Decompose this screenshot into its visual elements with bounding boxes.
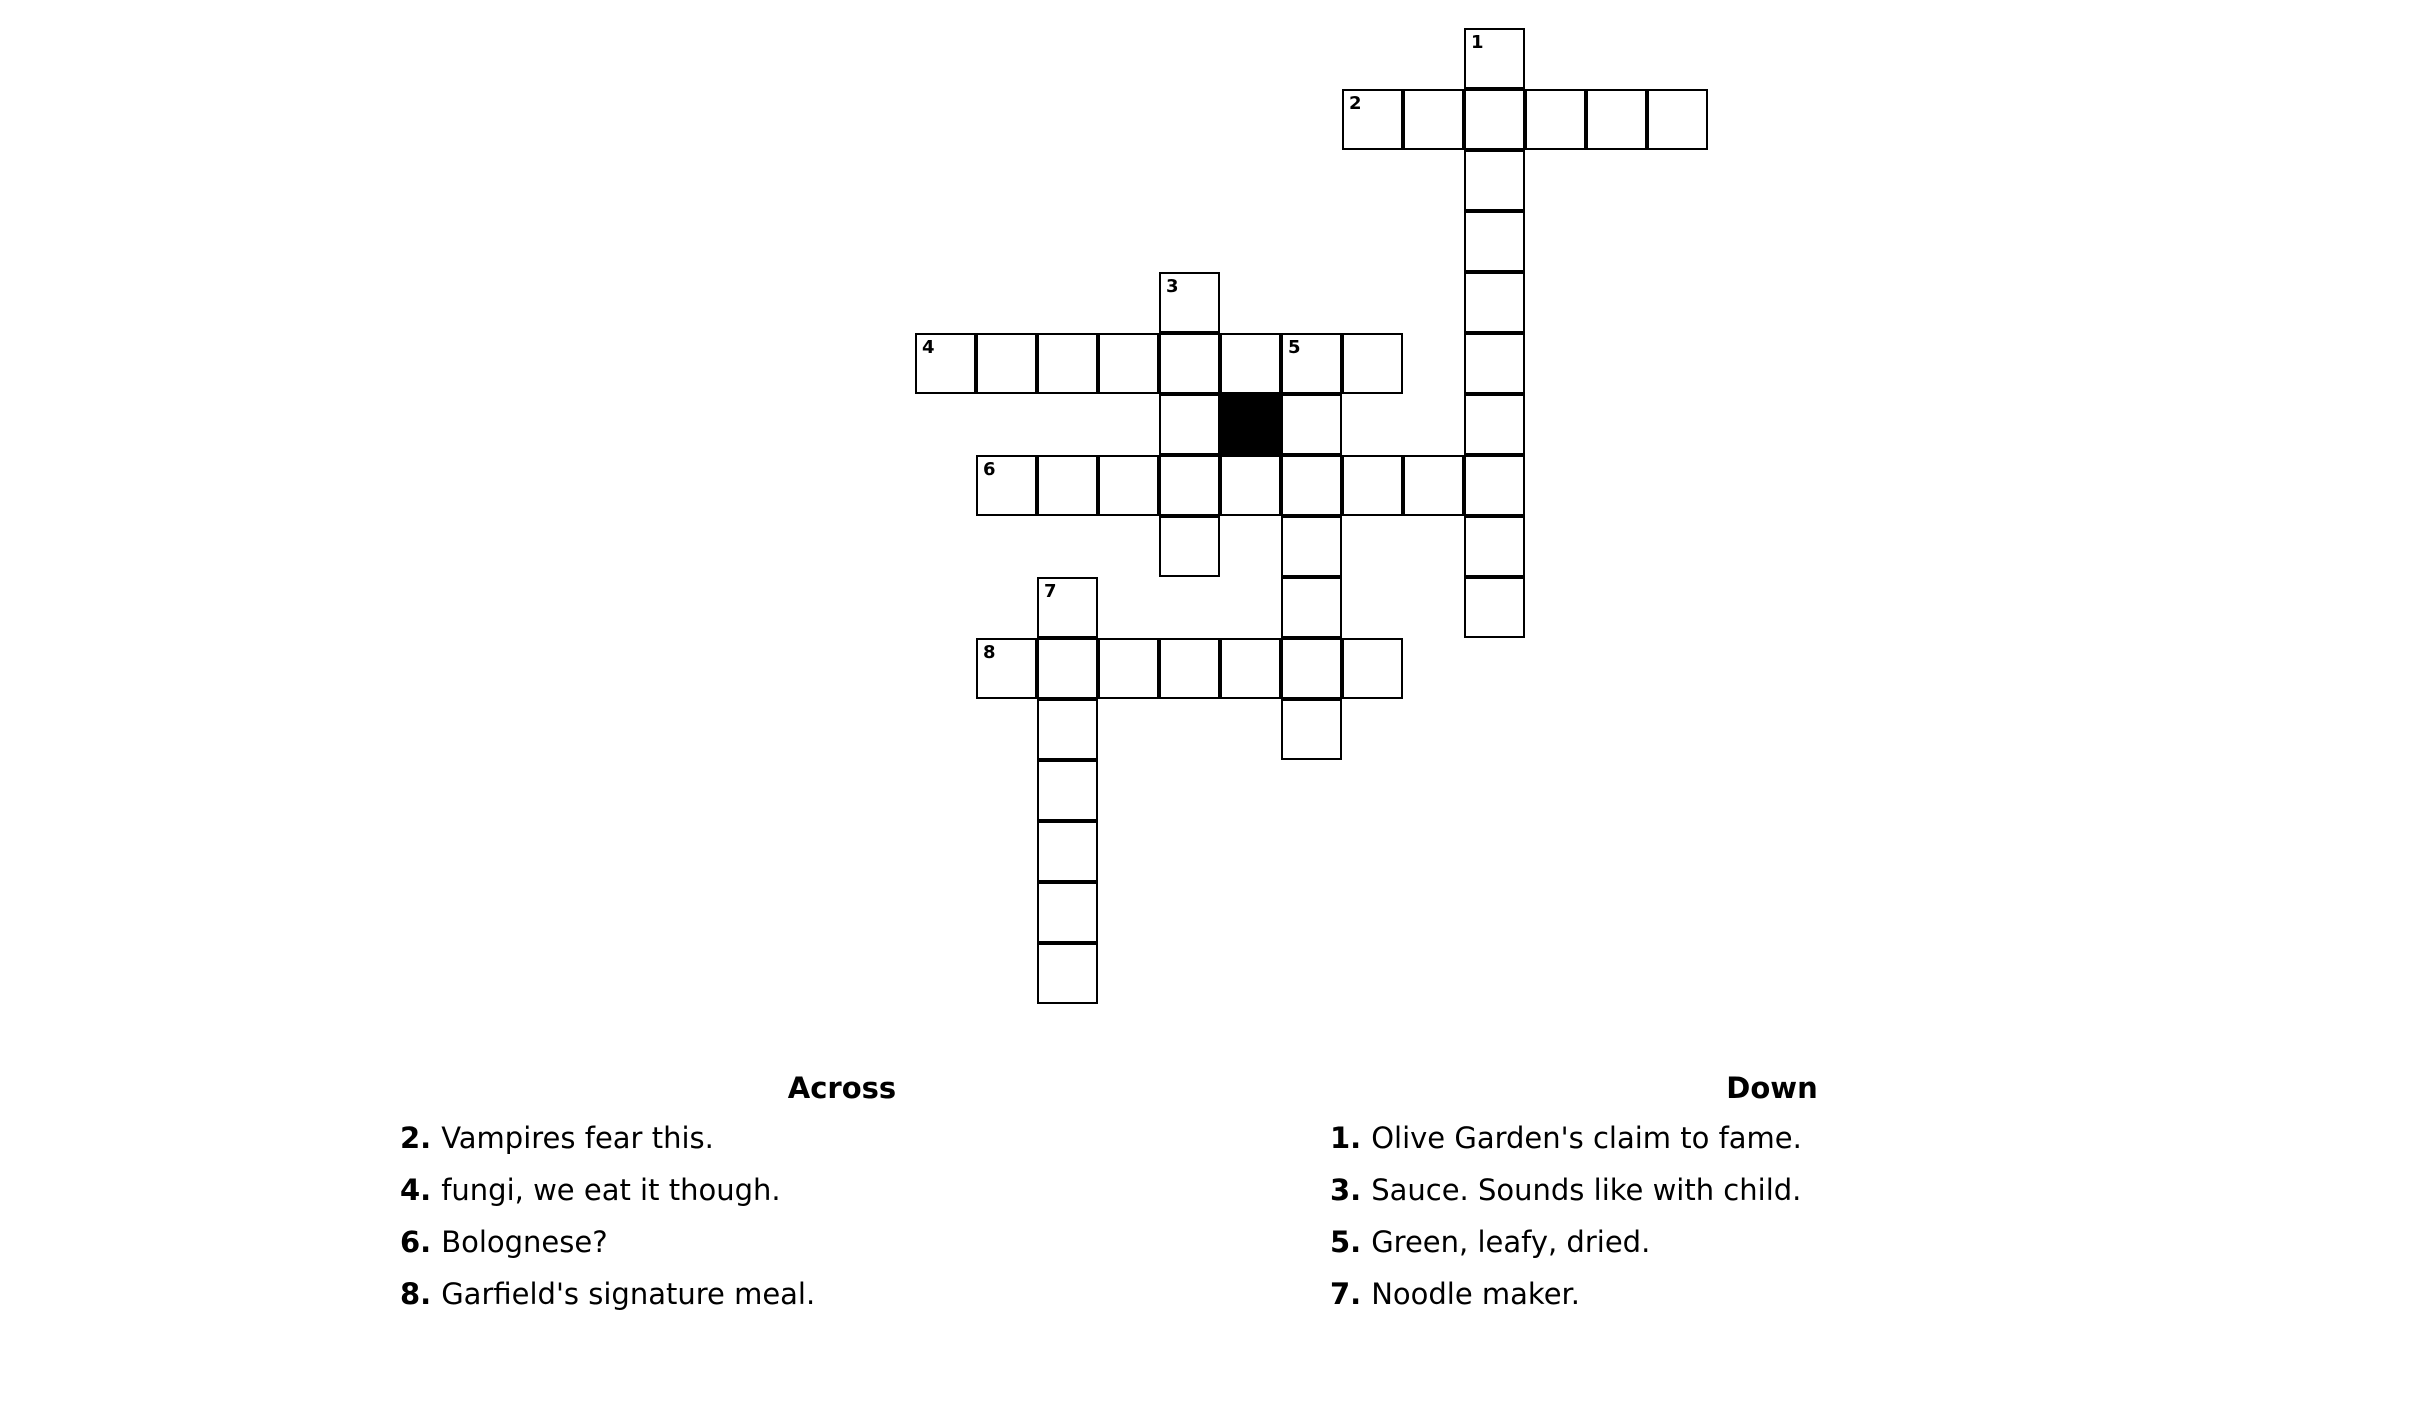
grid-cell[interactable] [976, 333, 1037, 394]
clue-text: Sauce. Sounds like with child. [1371, 1173, 1802, 1207]
grid-cell[interactable] [1342, 89, 1403, 150]
across-clue-4[interactable] [400, 1164, 1280, 1216]
down-clue-3[interactable] [1330, 1164, 2210, 1216]
cell-number: 2 [1349, 93, 1362, 114]
clue-text: Bolognese? [441, 1225, 608, 1259]
grid-cell[interactable] [1281, 455, 1342, 516]
clue-number: 7. [1330, 1277, 1362, 1311]
grid-cell[interactable] [1281, 333, 1342, 394]
clue-number: 8. [400, 1277, 432, 1311]
clue-number: 3. [1330, 1173, 1362, 1207]
grid-cell[interactable] [1098, 333, 1159, 394]
cell-number: 6 [983, 459, 996, 480]
grid-cell[interactable] [1281, 577, 1342, 638]
across-clue-6[interactable] [400, 1216, 1280, 1268]
cell-number: 4 [922, 337, 935, 358]
grid-cell[interactable] [1220, 333, 1281, 394]
grid-cell[interactable] [1037, 333, 1098, 394]
grid-cell[interactable] [1464, 333, 1525, 394]
cell-number: 5 [1288, 337, 1301, 358]
across-clue-list [400, 1112, 1280, 1320]
cell-number: 7 [1044, 581, 1057, 602]
grid-cell[interactable] [1464, 28, 1525, 89]
grid-cell[interactable] [1464, 272, 1525, 333]
grid-cell[interactable] [1281, 516, 1342, 577]
grid-cell[interactable] [1037, 638, 1098, 699]
clue-text: Green, leafy, dried. [1371, 1225, 1651, 1259]
grid-cell[interactable] [1342, 638, 1403, 699]
grid-cell[interactable] [1281, 638, 1342, 699]
clue-number: 6. [400, 1225, 432, 1259]
grid-cell[interactable] [1159, 394, 1220, 455]
down-clue-list [1330, 1112, 2210, 1320]
grid-cell[interactable] [1281, 699, 1342, 760]
grid-cell[interactable] [1403, 455, 1464, 516]
grid-cell[interactable] [1037, 882, 1098, 943]
down-heading: Down [1726, 1071, 1818, 1105]
grid-cell[interactable] [976, 455, 1037, 516]
grid-cell[interactable] [1281, 394, 1342, 455]
grid-cell[interactable] [1464, 211, 1525, 272]
grid-cell[interactable] [1525, 89, 1586, 150]
grid-cell[interactable] [976, 638, 1037, 699]
grid-cell[interactable] [1403, 89, 1464, 150]
clue-text: fungi, we eat it though. [441, 1173, 781, 1207]
grid-cell[interactable] [1037, 943, 1098, 1004]
grid-cell[interactable] [1464, 455, 1525, 516]
grid-cell[interactable] [1342, 455, 1403, 516]
grid-cell[interactable] [1159, 272, 1220, 333]
grid-cell[interactable] [1464, 150, 1525, 211]
clue-number: 4. [400, 1173, 432, 1207]
down-clue-7[interactable] [1330, 1268, 2210, 1320]
clue-text: Noodle maker. [1371, 1277, 1581, 1311]
grid-cell[interactable] [1220, 455, 1281, 516]
grid-cell[interactable] [1159, 333, 1220, 394]
across-clue-8[interactable] [400, 1268, 1280, 1320]
grid-cell[interactable] [1647, 89, 1708, 150]
grid-cell[interactable] [1159, 516, 1220, 577]
black-square [1220, 394, 1281, 455]
cell-number: 8 [983, 642, 996, 663]
down-clue-5[interactable] [1330, 1216, 2210, 1268]
cell-number: 3 [1166, 276, 1179, 297]
grid-cell[interactable] [1159, 455, 1220, 516]
grid-cell[interactable] [1586, 89, 1647, 150]
grid-cell[interactable] [1159, 638, 1220, 699]
grid-cell[interactable] [1464, 577, 1525, 638]
clue-text: Vampires fear this. [441, 1121, 714, 1155]
across-heading: Across [787, 1071, 897, 1105]
grid-cell[interactable] [1037, 760, 1098, 821]
cell-number: 1 [1471, 32, 1484, 53]
grid-cell[interactable] [1037, 455, 1098, 516]
grid-cell[interactable] [1464, 516, 1525, 577]
grid-cell[interactable] [1037, 699, 1098, 760]
grid-cell[interactable] [1098, 455, 1159, 516]
clue-text: Olive Garden's claim to fame. [1371, 1121, 1802, 1155]
clue-number: 5. [1330, 1225, 1362, 1259]
grid-cell[interactable] [1464, 89, 1525, 150]
clue-text: Garfield's signature meal. [441, 1277, 816, 1311]
grid-cell[interactable] [1037, 577, 1098, 638]
grid-cell[interactable] [1037, 821, 1098, 882]
clue-number: 1. [1330, 1121, 1362, 1155]
grid-cell[interactable] [1220, 638, 1281, 699]
grid-cell[interactable] [1098, 638, 1159, 699]
clue-number: 2. [400, 1121, 432, 1155]
grid-cell[interactable] [1342, 333, 1403, 394]
grid-cell[interactable] [915, 333, 976, 394]
across-clue-2[interactable] [400, 1112, 1280, 1164]
grid-cell[interactable] [1464, 394, 1525, 455]
down-clue-1[interactable] [1330, 1112, 2210, 1164]
